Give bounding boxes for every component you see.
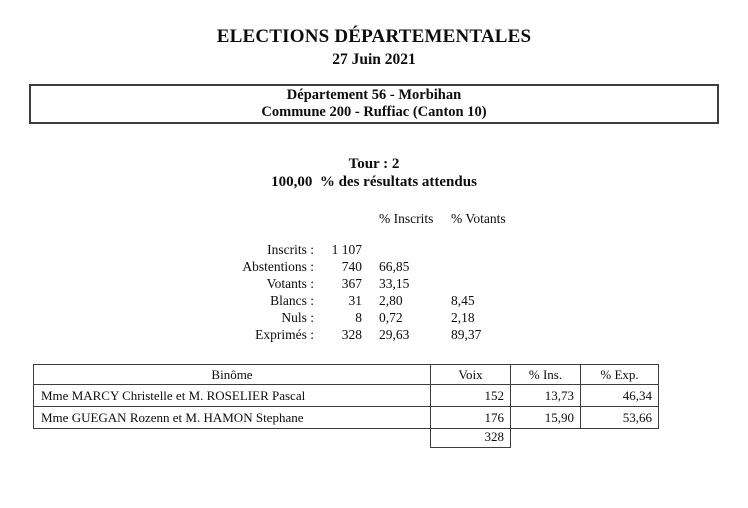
- results-table: [33, 364, 659, 429]
- participation-row-abstentions: [0, 258, 748, 275]
- total-voix-cell: 328: [430, 426, 511, 448]
- row-pct-votants: [451, 275, 531, 292]
- row-label: Votants :: [266, 276, 314, 291]
- participation-row-nuls: [0, 309, 748, 326]
- commune-line: Commune 200 - Ruffiac (Canton 10): [261, 104, 487, 120]
- location-box: [29, 84, 719, 124]
- pct-exp-cell: 53,66: [581, 407, 659, 429]
- row-pct-inscrits: [362, 241, 451, 258]
- participation-row-inscrits: [0, 241, 748, 258]
- row-pct-votants: 8,45: [451, 293, 475, 308]
- election-date: 27 Juin 2021: [332, 51, 416, 68]
- row-value: 328: [341, 327, 362, 342]
- pct-ins-cell: 15,90: [511, 407, 581, 429]
- row-pct-inscrits: 33,15: [379, 276, 410, 291]
- voix-cell: 176: [431, 407, 511, 429]
- row-value: 740: [341, 259, 362, 274]
- results-header-row: [34, 365, 659, 385]
- row-pct-votants: [451, 258, 531, 275]
- row-label: Abstentions :: [242, 259, 314, 274]
- row-value: 8: [355, 310, 362, 325]
- row-pct-votants: 89,37: [451, 327, 482, 342]
- pct-exp-column-header: % Exp.: [581, 365, 659, 385]
- row-value: 1 107: [331, 242, 362, 257]
- row-pct-inscrits: 0,72: [379, 310, 403, 325]
- pct-ins-column-header: % Ins.: [511, 365, 581, 385]
- page-title: ELECTIONS DÉPARTEMENTALES: [216, 26, 532, 47]
- pct-inscrits-header: % Inscrits: [379, 211, 434, 226]
- binome-cell: Mme GUEGAN Rozenn et M. HAMON Stephane: [34, 407, 431, 429]
- results-progress-label: 100,00 % des résultats attendus: [271, 174, 477, 190]
- voix-column-header: Voix: [431, 365, 511, 385]
- participation-row-blancs: [0, 292, 748, 309]
- binome-column-header: Binôme: [34, 365, 431, 385]
- binome-cell: Mme MARCY Christelle et M. ROSELIER Pascal: [34, 385, 431, 407]
- row-value: 31: [348, 293, 362, 308]
- participation-row-votants: [0, 275, 748, 292]
- voix-cell: 152: [431, 385, 511, 407]
- row-label: Nuls :: [281, 310, 314, 325]
- participation-table: [0, 241, 748, 343]
- tour-label: Tour : 2: [348, 156, 400, 172]
- row-pct-votants: [451, 241, 531, 258]
- pct-ins-cell: 13,73: [511, 385, 581, 407]
- table-row: [34, 407, 659, 429]
- table-row: [34, 385, 659, 407]
- row-pct-inscrits: 29,63: [379, 327, 410, 342]
- row-pct-inscrits: 66,85: [379, 259, 410, 274]
- row-pct-votants: 2,18: [451, 310, 475, 325]
- row-label: Inscrits :: [267, 242, 314, 257]
- row-label: Exprimés :: [255, 327, 314, 342]
- row-value: 367: [341, 276, 362, 291]
- pct-exp-cell: 46,34: [581, 385, 659, 407]
- department-line: Département 56 - Morbihan: [286, 87, 462, 103]
- participation-row-exprimes: [0, 326, 748, 343]
- row-pct-inscrits: 2,80: [379, 293, 403, 308]
- row-label: Blancs :: [270, 293, 314, 308]
- pct-votants-header: % Votants: [451, 211, 506, 226]
